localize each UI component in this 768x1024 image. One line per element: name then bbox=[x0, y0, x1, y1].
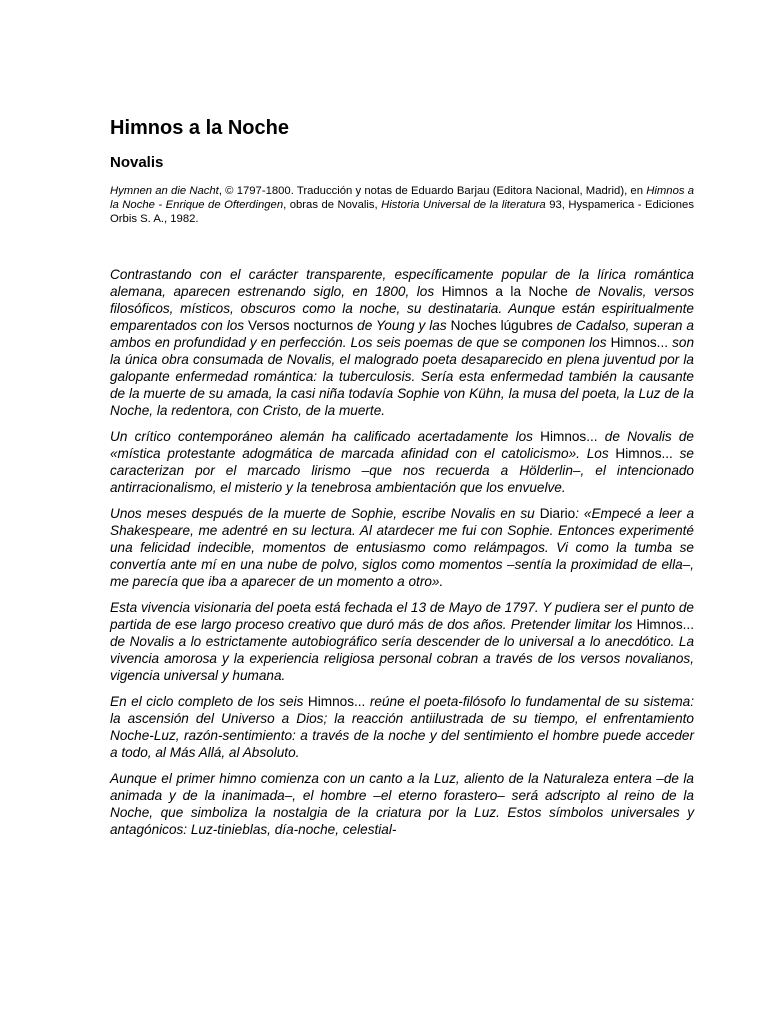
p3-text-a: Unos meses después de la muerte de Sophie, escribe Novalis en su bbox=[110, 506, 540, 521]
body-text bbox=[110, 266, 694, 847]
p2-title-himnos: Himnos... bbox=[540, 429, 598, 444]
p4-text-a: Esta vivencia visionaria del poeta está fechada el 13 de Mayo de 1797. Y pudiera ser el punto de partida de ese largo proceso creativo que duró más de dos años. Pretender limitar los bbox=[110, 600, 694, 632]
ref-text-2: , obras de Novalis, bbox=[283, 199, 382, 211]
p2-title-himnos-2: Himnos... bbox=[615, 446, 673, 461]
p1-text-c: de Novalis, versos filosóficos, místicos, obscuros como la noche, su destinataria. Aunque están espiritualmente emparentados con los bbox=[110, 284, 695, 333]
ref-text-1: , © 1797-1800. Traducción y notas de Eduardo Barjau (Editora Nacional, Madrid), en bbox=[218, 185, 647, 197]
p3-text-c: : «Empecé a leer a Shakespeare, me adentré en su lectura. Al atardecer me fui con Sophie. Entonces experimenté una felicidad indecible, momentos de entusiasmo como relámpagos. Vi como la tumba se convertía ante mí en una nube de polvo, siglos como momentos –sentía la proximidad de ella–, me parecía que iba a aparecer de un momento a otro». bbox=[110, 506, 694, 589]
p1-text-g: de Cadalso, superan a ambos en profundidad y en perfección. Los seis poemas de que se componen los bbox=[110, 318, 694, 350]
paragraph-6 bbox=[110, 770, 694, 838]
document-author: Novalis bbox=[110, 154, 164, 171]
p5-title-himnos: Himnos... bbox=[307, 694, 366, 709]
paragraph-3 bbox=[110, 505, 694, 590]
p5-text-c: reúne el poeta-filósofo lo fundamental de su sistema: la ascensión del Universo a Dios; la reacción antiilustrada de su tiempo, el enfrentamiento Noche-Luz, razón-sentimiento: a través de la noche y del sentimiento el hombre puede acceder a todo, al Más Allá, al Absoluto. bbox=[110, 694, 695, 760]
p1-title-versos: Versos nocturnos bbox=[248, 318, 354, 333]
p1-title-himnos-2: Himnos... bbox=[610, 335, 669, 350]
ref-original-title: Hymnen an die Nacht bbox=[110, 185, 219, 197]
p4-text-c: de Novalis a lo estrictamente autobiográfico sería descender de lo universal a lo anecdótico. La vivencia amorosa y la experiencia religiosa personal cobran a través de los versos novalianos, vigencia universal y humana. bbox=[110, 634, 694, 683]
paragraph-4 bbox=[110, 599, 694, 684]
paragraph-5 bbox=[110, 693, 694, 761]
paragraph-1 bbox=[110, 266, 694, 419]
ref-text-3: 93, Hyspamerica - Ediciones Orbis S. A., 1982. bbox=[110, 199, 694, 225]
p1-title-himnos: Himnos a la Noche bbox=[441, 284, 568, 299]
p3-title-diario: Diario bbox=[539, 506, 576, 521]
p4-title-himnos: Himnos... bbox=[636, 617, 694, 632]
p1-title-noches: Noches lúgubres bbox=[450, 318, 553, 333]
paragraph-2 bbox=[110, 428, 694, 496]
p1-text-i: son la única obra consumada de Novalis, el malogrado poeta desaparecido en plena juventud por la galopante enfermedad romántica: la tuberculosis. Sería esta enfermedad también la causante de la muerte de su amada, la casi niña todavía Sophie von Kühn, la musa del poeta, la Luz de la Noche, la redentora, con Cristo, de la muerte. bbox=[110, 335, 695, 418]
ref-series-title: Historia Universal de la literatura bbox=[381, 199, 546, 211]
p1-text-e: de Young y las bbox=[353, 318, 451, 333]
ref-book-title: Himnos a la Noche - Enrique de Ofterdingen bbox=[110, 185, 694, 211]
p6-text-a: Aunque el primer himno comienza con un canto a la Luz, aliento de la Naturaleza entera –de la animada y de la inanimada–, el hombre –el eterno forastero– será adscripto al reino de la Noche, que simboliza la nostalgia de la criatura por la Luz. Estos símbolos universales y antagónicos: Luz-tinieblas, día-noche, celestial- bbox=[110, 771, 694, 837]
p2-text-a: Un crítico contemporáneo alemán ha calificado acertadamente los bbox=[110, 429, 541, 444]
bibliographic-reference bbox=[110, 184, 694, 226]
p5-text-a: En el ciclo completo de los seis bbox=[110, 694, 308, 709]
p1-text-a: Contrastando con el carácter transparente, específicamente popular de la lírica romántica alemana, aparecen estrenando siglo, en 1800, los bbox=[110, 267, 694, 299]
p2-text-e: se caracterizan por el marcado lirismo –que nos recuerda a Hölderlin–, el intencionado antirracionalismo, el misterio y la tenebrosa ambientación que los envuelve. bbox=[110, 446, 694, 495]
document-title: Himnos a la Noche bbox=[110, 117, 289, 139]
p2-text-c: de Novalis de «mística protestante adogmática de marcada afinidad con el catolicismo». Los bbox=[110, 429, 694, 461]
